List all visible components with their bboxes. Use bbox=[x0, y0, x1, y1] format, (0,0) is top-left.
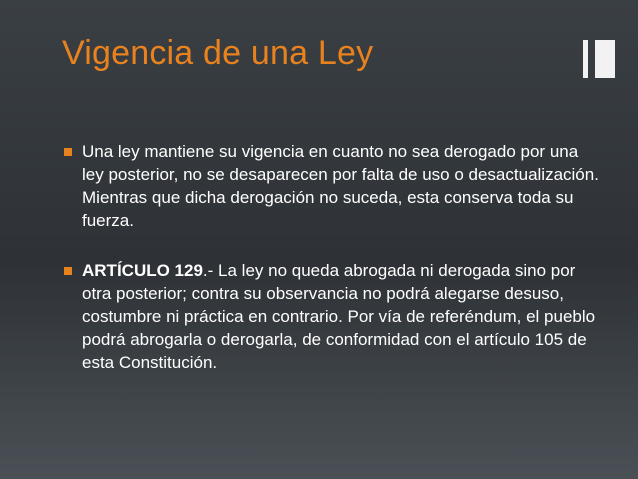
square-bullet-icon bbox=[64, 267, 72, 275]
decorative-bar-thick bbox=[595, 40, 615, 78]
decorative-bars bbox=[583, 40, 623, 78]
bullet-item-vigencia bbox=[62, 140, 602, 232]
slide-title: Vigencia de una Ley bbox=[62, 34, 374, 72]
article-number: ARTÍCULO 129 bbox=[82, 261, 203, 280]
decorative-bar-thin bbox=[583, 40, 588, 78]
bullet-text: .- La ley no queda abrogada ni derogada sino por otra posterior; contra su observancia no podrá alegarse desuso, costumbre ni práctica en contrario. Por vía de referéndum, el pueblo podrá abrogarla o derogarla, de conformidad con el artículo 105 de esta Constitución. bbox=[82, 261, 596, 372]
slide-content bbox=[62, 140, 602, 401]
bullet-text: Una ley mantiene su vigencia en cuanto no sea derogado por una ley posterior, no se desaparecen por falta de uso o desactualización. Mientras que dicha derogación no suceda, esta conserva toda su fuerza. bbox=[82, 142, 599, 230]
square-bullet-icon bbox=[64, 148, 72, 156]
bullet-item-articulo bbox=[62, 259, 602, 374]
